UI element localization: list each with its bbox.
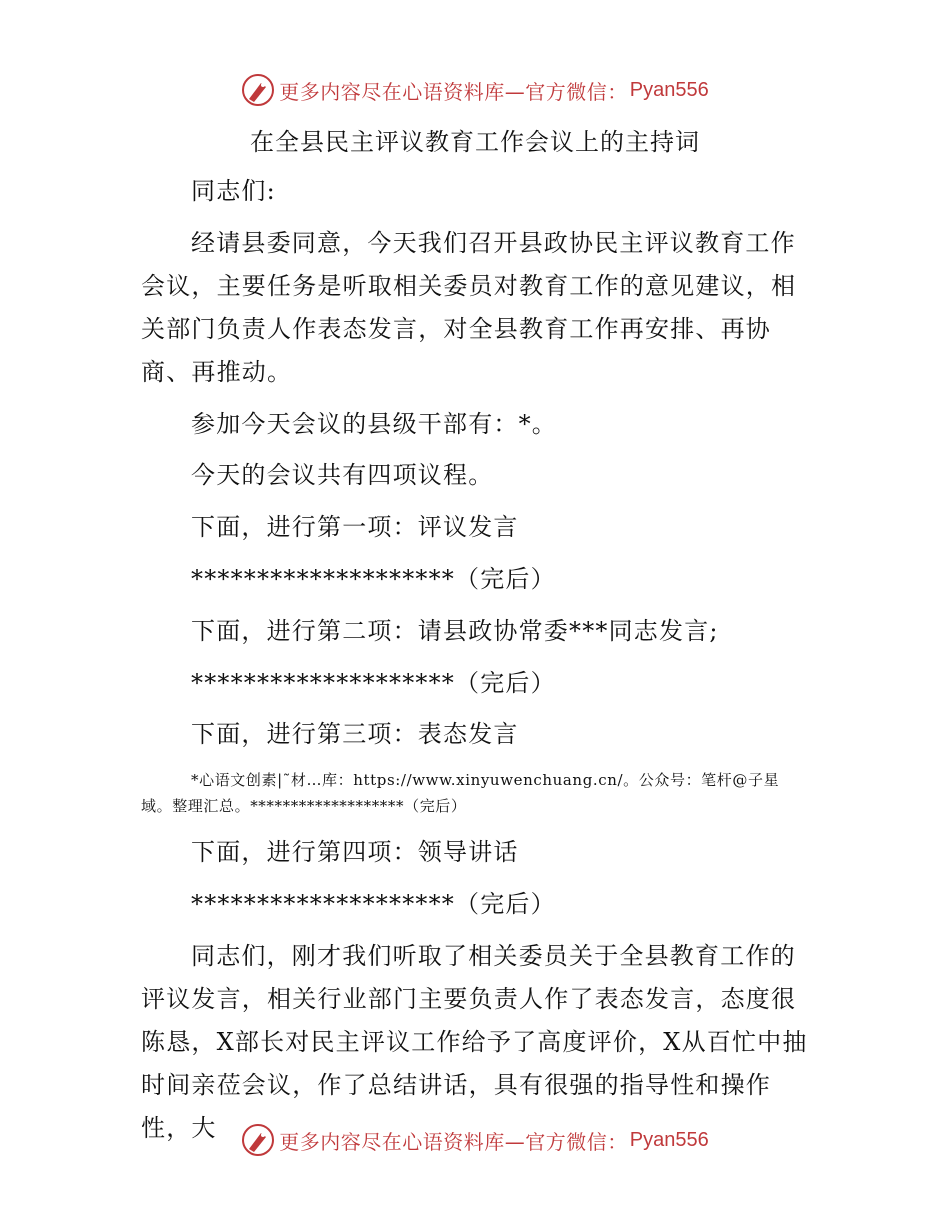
agenda-item-1-done: ********************（完后） [191,565,556,593]
pen-nib-logo-icon [241,73,275,107]
intro-paragraph: 经请县委同意，今天我们召开县政协民主评议教育工作会议，主要任务是听取相关委员对教育工作的意见建议，相关部门负责人作表态发言，对全县教育工作再安排、再协商、再推动。 [141,229,797,386]
banner-text: 更多内容尽在心语资料库—官方微信： [279,79,628,104]
banner-text: 更多内容尽在心语资料库—官方微信： [279,1129,628,1154]
header-watermark-banner [0,70,950,110]
greeting: 同志们: [191,177,276,205]
closing-paragraph: 同志们，刚才我们听取了相关委员关于全县教育工作的评议发言，相关行业部门主要负责人作了表态发言，态度很陈恳，X部长对民主评议工作给予了高度评价，X从百忙中抽时间亲莅会议，作了总结讲话，具有很强的指导性和操作性，大 [141,942,808,1142]
agenda-count-line: 今天的会议共有四项议程。 [191,461,494,489]
agenda-item-2-done: ********************（完后） [191,669,556,697]
banner-wechat-id: Pyan556 [629,1128,709,1151]
agenda-item-1: 下面，进行第一项：评议发言 [191,513,519,541]
footer-watermark-banner [0,1120,950,1160]
agenda-item-2: 下面，进行第二项：请县政协常委***同志发言; [191,617,719,645]
source-note-line-2: 域。整理汇总。*******************（完后） [141,797,467,815]
source-note-line-1: *心语文创素|˜材…库：https://www.xinyuwenchuang.cn/。公众号：笔杆@子星 [191,771,780,789]
document-title: 在全县民主评议教育工作会议上的主持词 [250,128,700,156]
agenda-item-4-done: ********************（完后） [191,890,556,918]
agenda-item-3: 下面，进行第三项：表态发言 [191,720,519,748]
banner-wechat-id: Pyan556 [629,78,709,101]
attendees-line: 参加今天会议的县级干部有：*。 [191,410,557,438]
source-note [141,767,821,819]
pen-nib-logo-icon [241,1123,275,1157]
agenda-item-4: 下面，进行第四项：领导讲话 [191,838,519,866]
